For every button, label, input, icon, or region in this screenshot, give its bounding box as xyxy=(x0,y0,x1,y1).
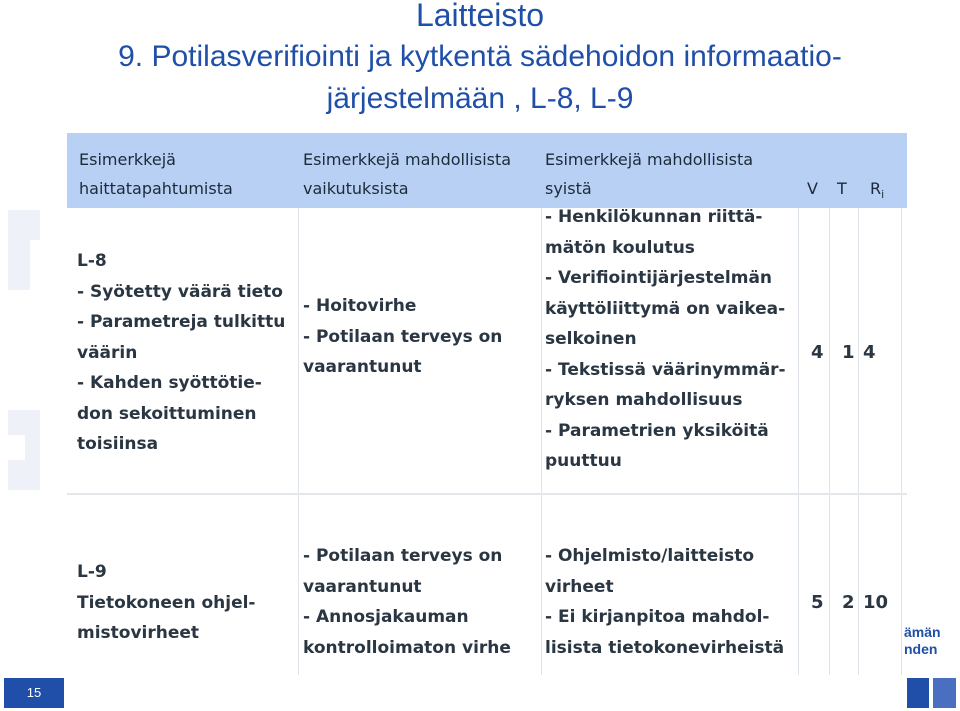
row-divider xyxy=(67,493,907,495)
footer-bar xyxy=(907,678,929,708)
row-l8-v: 4 xyxy=(811,342,824,363)
column-divider xyxy=(798,208,799,711)
slide-subtitle-line1: 9. Potilasverifiointi ja kytkentä sädehoidon informaatio- xyxy=(118,40,842,73)
footer-bar xyxy=(933,678,956,708)
slide-subtitle-line2: järjestelmään , L-8, L-9 xyxy=(326,82,634,115)
header-v: V xyxy=(807,179,818,198)
row-l8-t: 1 xyxy=(842,342,855,363)
row-l8-causes: - Henkilökunnan riittä- mätön koulutus - Verifiointijärjestelmän käyttöliittymä on vaikea- selkoinen - Tekstissä väärinymmär- ryksen mahdollisuus - Parametrien yksiköitä puuttuu xyxy=(545,207,786,471)
row-l9-event: L-9 Tietokoneen ohjel- mistovirheet xyxy=(77,562,256,643)
row-l9-r: 10 xyxy=(863,592,889,613)
column-divider xyxy=(298,208,299,711)
header-r: $R_i$ xyxy=(870,179,885,202)
header-t: T xyxy=(837,179,847,198)
row-l9-causes: - Ohjelmisto/laitteisto virheet - Ei kirjanpitoa mahdol- lisista tietokonevirheistä xyxy=(545,546,785,658)
row-l9-v: 5 xyxy=(811,592,824,613)
page-number: 15 xyxy=(4,678,64,708)
watermark-graphic xyxy=(0,200,70,500)
table-header xyxy=(67,133,907,208)
header-col2: Esimerkkejä mahdollisista vaikutuksista xyxy=(303,150,512,198)
column-divider xyxy=(858,208,859,711)
row-l8-r: 4 xyxy=(863,342,876,363)
row-l8-effects: - Hoitovirhe - Potilaan terveys on vaarantunut xyxy=(303,296,503,377)
footer xyxy=(0,675,960,711)
slide-title: Laitteisto xyxy=(415,0,545,33)
column-divider xyxy=(901,208,902,711)
row-l9-t: 2 xyxy=(842,592,855,613)
risk-table xyxy=(67,128,907,711)
row-l9-effects: - Potilaan terveys on vaarantunut - Annosjakauman kontrolloimaton virhe xyxy=(303,546,511,658)
header-col1: Esimerkkejä haittatapahtumista xyxy=(79,150,233,198)
header-col3: Esimerkkejä mahdollisista syistä xyxy=(545,150,754,198)
logo-text-fragment: ämän nden xyxy=(904,624,941,657)
row-l8-event: L-8 - Syötetty väärä tieto - Parametreja tulkittu väärin - Kahden syöttötie- don sekoittuminen toisiinsa xyxy=(77,251,286,454)
column-divider xyxy=(829,208,830,711)
column-divider xyxy=(541,208,542,711)
